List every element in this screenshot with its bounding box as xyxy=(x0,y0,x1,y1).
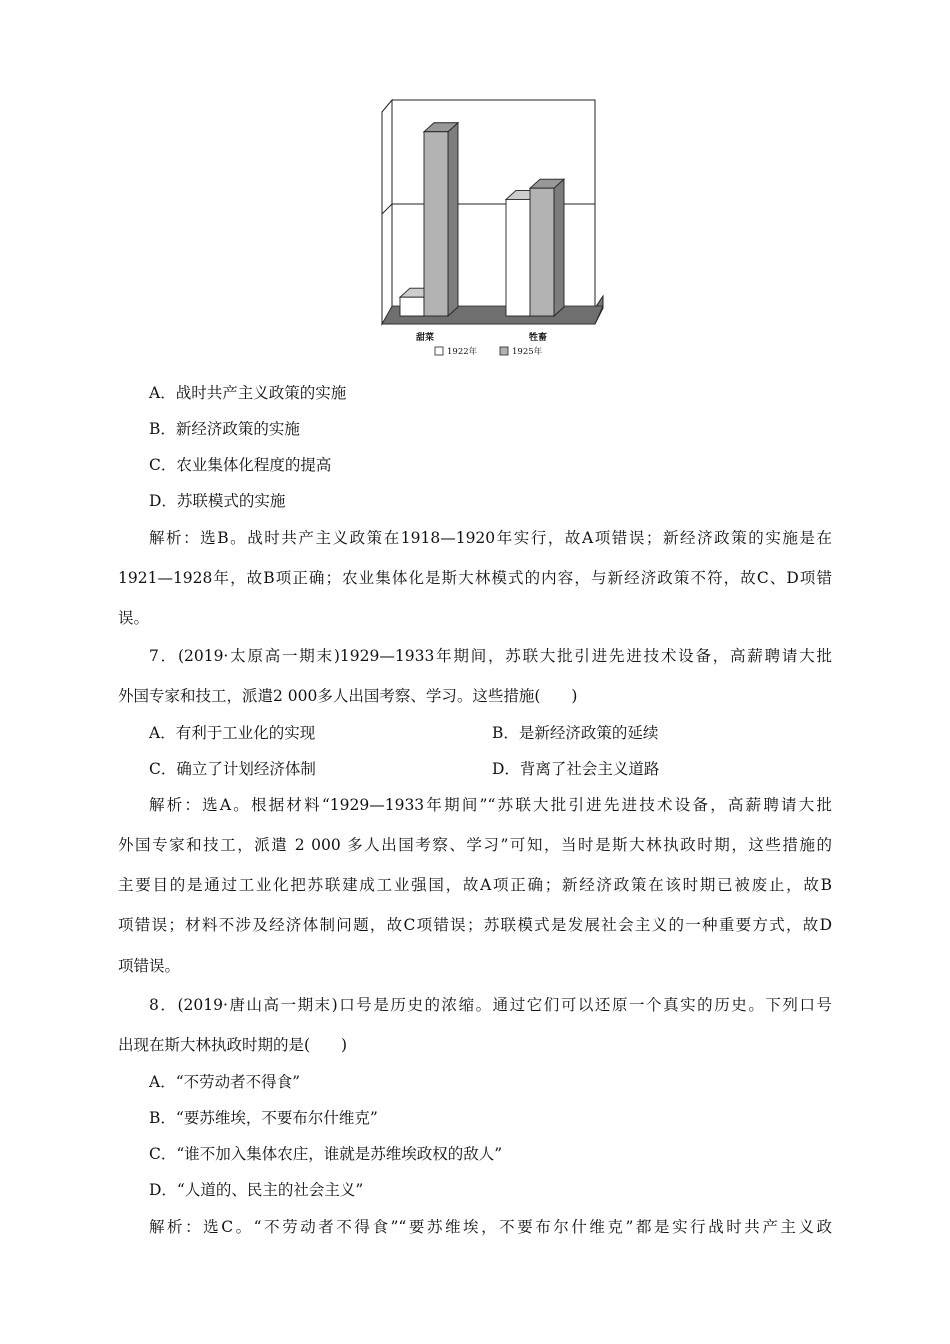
option-b: B．“要苏维埃，不要布尔什维克” xyxy=(149,1109,378,1127)
analysis-line: 项错误。 xyxy=(118,957,181,975)
analysis-line: 误。 xyxy=(118,609,150,627)
analysis-line: 项错误；材料不涉及经济体制问题，故C项错误；苏联模式是发展社会主义的一种重要方式，故D xyxy=(118,916,832,934)
legend-label: 1922年 xyxy=(447,347,478,357)
option-c: C．确立了计划经济体制 xyxy=(149,760,316,778)
legend-swatch-1925 xyxy=(500,347,508,355)
option-d: D．苏联模式的实施 xyxy=(149,492,286,510)
bar-chart xyxy=(370,88,620,368)
legend-label: 1925年 xyxy=(512,347,543,357)
question-stem: 8．(2019·唐山高一期末)口号是历史的浓缩。通过它们可以还原一个真实的历史。下列口号 xyxy=(149,996,832,1014)
analysis-line: 主要目的是通过工业化把苏联建成工业强国，故A项正确；新经济政策在该时期已被废止，故B xyxy=(118,876,832,894)
option-b: B．是新经济政策的延续 xyxy=(492,724,659,742)
question-stem: 外国专家和技工，派遣2 000多人出国考察、学习。这些措施( ) xyxy=(118,687,578,705)
option-d: D．“人道的、民主的社会主义” xyxy=(149,1181,364,1199)
x-tick-label: 牲畜 xyxy=(528,333,548,343)
analysis-line: 解析：选B。战时共产主义政策在1918—1920年实行，故A项错误；新经济政策的实施是在 xyxy=(149,529,832,547)
bar-牲畜-1925年 xyxy=(530,179,564,316)
option-d: D．背离了社会主义道路 xyxy=(492,760,660,778)
analysis-line: 1921—1928年，故B项正确；农业集体化是斯大林模式的内容，与新经济政策不符，故C、D项错 xyxy=(118,569,832,587)
bar-甜菜-1925年 xyxy=(424,123,458,316)
legend-swatch-1922 xyxy=(435,347,443,355)
option-a: A．“不劳动者不得食” xyxy=(149,1073,301,1091)
analysis-line: 解析：选C。“不劳动者不得食”“要苏维埃，不要布尔什维克”都是实行战时共产主义政 xyxy=(149,1218,832,1236)
analysis-line: 解析：选A。根据材料“1929—1933年期间”“苏联大批引进先进技术设备，高薪聘请大批 xyxy=(149,796,832,814)
option-c: C．农业集体化程度的提高 xyxy=(149,456,332,474)
question-stem: 出现在斯大林执政时期的是( ) xyxy=(118,1036,348,1054)
analysis-line: 外国专家和技工，派遣 2 000 多人出国考察、学习”可知，当时是斯大林执政时期，这些措施的 xyxy=(118,836,832,854)
option-b: B．新经济政策的实施 xyxy=(149,420,300,438)
question-stem: 7．(2019·太原高一期末)1929—1933年期间，苏联大批引进先进技术设备，高薪聘请大批 xyxy=(149,647,832,665)
option-a: A．有利于工业化的实现 xyxy=(149,724,316,742)
option-a: A．战时共产主义政策的实施 xyxy=(149,384,347,402)
x-tick-label: 甜菜 xyxy=(415,333,435,343)
option-c: C．“谁不加入集体农庄，谁就是苏维埃政权的敌人” xyxy=(149,1145,503,1163)
